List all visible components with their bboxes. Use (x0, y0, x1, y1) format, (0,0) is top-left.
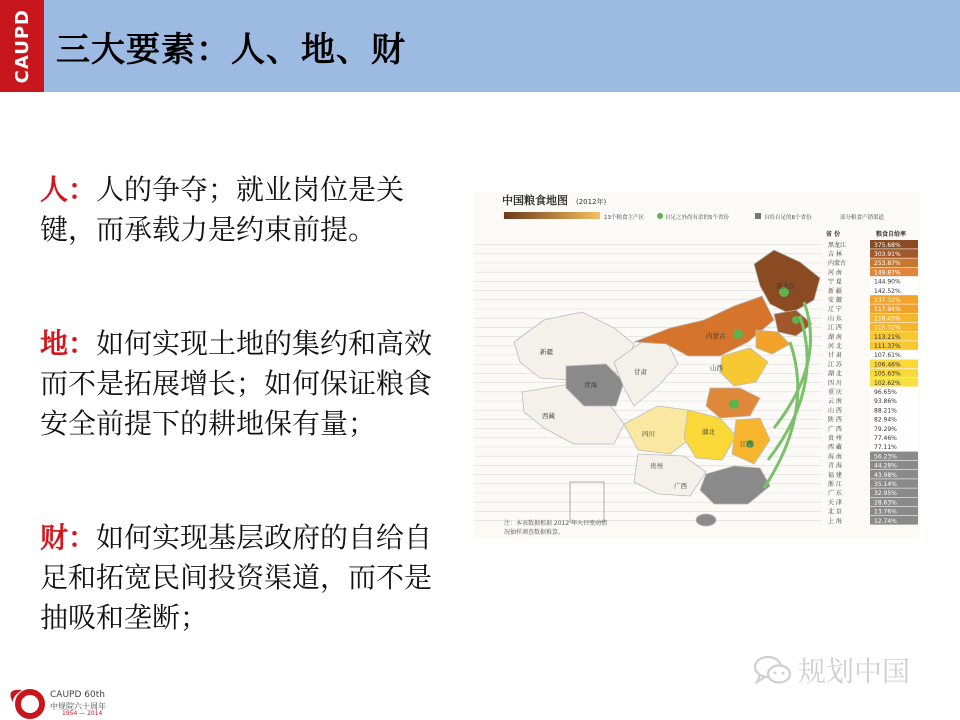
label-inner-mongolia: 内蒙古 (706, 332, 726, 340)
table-cell-province: 云 南 (828, 398, 842, 406)
table-cell-province: 福 建 (828, 471, 842, 479)
footer-brand: CAUPD 60th (50, 690, 105, 700)
table-cell-province: 黑龙江 (828, 241, 847, 249)
label-guangxi: 广西 (674, 482, 687, 490)
table-cell-rate: 44.28% (874, 462, 897, 470)
table-cell-rate: 137.32% (874, 297, 901, 304)
table-cell-rate: 77.11% (874, 444, 897, 452)
table-cell-rate: 111.37% (874, 343, 901, 350)
table-cell-province: 陕 西 (828, 416, 842, 424)
grain-map-svg (474, 192, 920, 539)
table-cell-rate: 115.72% (874, 324, 901, 332)
table-cell-province: 四 川 (828, 379, 842, 387)
table-cell-province: 安 徽 (828, 297, 842, 304)
table-cell-rate: 303.91% (874, 251, 901, 258)
table-cell-rate: 88.21% (874, 407, 897, 415)
table-cell-province: 辽 宁 (828, 306, 842, 314)
table-header-province: 省 份 (826, 231, 841, 238)
table-cell-rate: 32.95% (874, 490, 897, 498)
table-cell-rate: 102.62% (874, 379, 901, 387)
map-year: (2012年) (576, 198, 607, 206)
table-cell-rate: 375.68% (874, 241, 901, 249)
table-cell-province: 天 津 (828, 499, 842, 507)
table-cell-province: 贵 州 (828, 435, 842, 442)
table-cell-province: 宁 夏 (828, 278, 842, 286)
table-cell-province: 甘 肃 (828, 352, 842, 360)
table-cell-rate: 77.46% (874, 435, 897, 442)
table-cell-rate: 105.63% (874, 370, 901, 378)
point-land (40, 324, 440, 444)
label-shanxi: 山西 (710, 364, 723, 372)
caupd-logo (0, 0, 44, 92)
table-cell-province: 河 北 (828, 343, 842, 350)
map-note-line1: 注：本表数据根据 2012 年人口变动情 (504, 520, 608, 527)
label-hubei: 湖北 (702, 428, 715, 436)
wechat-icon (752, 653, 792, 687)
slide-title: 三大要素：人、地、财 (56, 30, 406, 70)
table-cell-rate: 35.14% (874, 481, 897, 488)
china-map-shapes (514, 250, 820, 526)
table-header-rate: 粮食自给率 (876, 231, 907, 238)
table-cell-province: 广 东 (828, 490, 842, 498)
table-cell-province: 浙 江 (828, 481, 842, 488)
table-cell-province: 重 庆 (828, 389, 842, 396)
table-cell-rate: 144.90% (874, 278, 901, 286)
table-cell-rate: 28.63% (874, 499, 897, 507)
label-guizhou: 贵州 (650, 462, 663, 470)
table-cell-rate: 82.94% (874, 416, 897, 424)
watermark (752, 650, 910, 690)
point-land-key: 地： (40, 327, 97, 360)
table-cell-province: 北 京 (828, 508, 842, 516)
label-sichuan: 四川 (642, 430, 655, 438)
table-cell-province: 内蒙古 (828, 260, 847, 268)
table-cell-rate: 96.65% (874, 389, 897, 396)
table-cell-province: 湖 南 (828, 333, 842, 341)
point-people (40, 170, 440, 250)
footer-subtitle: 中规院六十周年 (50, 702, 106, 711)
table-cell-rate: 107.61% (874, 352, 901, 360)
point-money-text: 如何实现基层政府的自给自足和拓宽民间投资渠道，而不是抽吸和垄断； (40, 521, 433, 634)
logo-text: CAUPD (11, 8, 33, 84)
table-cell-rate: 43.98% (874, 471, 897, 479)
label-gansu: 甘肃 (634, 368, 647, 376)
point-land-text: 如何实现土地的集约和高效而不是拓展增长；如何保证粮食安全前提下的耕地保有量； (40, 327, 433, 440)
table-cell-province: 江 西 (828, 324, 842, 332)
table-cell-rate: 79.29% (874, 425, 897, 433)
label-xinjiang: 新疆 (540, 348, 553, 356)
grain-map-image (474, 192, 920, 539)
table-cell-rate: 12.74% (874, 517, 897, 525)
table-cell-rate: 116.45% (874, 315, 901, 323)
footer-years: 1954 — 2014 (62, 710, 103, 717)
legend-green-dot-icon (657, 213, 663, 219)
label-heilongjiang: 黑龙江 (776, 282, 796, 290)
table-cell-province: 广 西 (828, 425, 842, 433)
point-people-key: 人： (40, 173, 97, 206)
table-cell-province: 西 藏 (828, 444, 842, 452)
table-cell-rate: 93.86% (874, 398, 897, 406)
legend-grey-square-icon (755, 213, 761, 219)
table-cell-province: 江 苏 (828, 361, 842, 369)
table-cell-province: 海 南 (828, 453, 842, 461)
table-cell-rate: 142.52% (874, 287, 901, 295)
label-jiangxi: 江西 (740, 440, 753, 448)
table-cell-rate: 13.76% (874, 508, 897, 516)
watermark-text: 规划中国 (798, 655, 911, 688)
table-cell-rate: 56.23% (874, 453, 897, 461)
legend-item-3: 自给自足的8个省份 (764, 215, 812, 221)
table-cell-province: 山 西 (828, 407, 842, 415)
table-cell-province: 河 南 (828, 269, 842, 277)
table-cell-province: 湖 北 (828, 370, 842, 378)
legend-item-1: 13个粮食主产区 (604, 215, 644, 221)
self-sufficiency-table (828, 240, 918, 525)
label-tibet: 西藏 (542, 412, 555, 420)
map-note-line2: 况抽样调查数据推算。 (504, 529, 565, 536)
map-title: 中国粮食地图 (502, 194, 568, 207)
point-money (40, 518, 440, 638)
table-cell-rate: 149.87% (874, 269, 901, 277)
table-cell-rate: 106.46% (874, 361, 901, 369)
table-cell-rate: 113.21% (874, 333, 901, 341)
table-cell-province: 上 海 (828, 517, 842, 525)
table-cell-rate: 253.87% (874, 260, 901, 268)
label-qinghai: 青海 (584, 381, 597, 389)
table-cell-province: 吉 林 (828, 251, 842, 258)
table-cell-province: 青 海 (828, 462, 842, 470)
table-cell-province: 山 东 (828, 315, 842, 323)
legend-item-4: 部分粮食产销渠道 (840, 215, 885, 221)
point-people-text: 人的争夺；就业岗位是关键，而承载力是约束前提。 (40, 173, 405, 246)
table-cell-rate: 117.94% (874, 306, 901, 314)
legend-item-2: 自足之外尚有余的5个省份 (665, 215, 730, 221)
table-cell-province: 新 疆 (828, 287, 842, 295)
legend-gradient (504, 212, 600, 219)
point-money-key: 财： (40, 521, 97, 554)
